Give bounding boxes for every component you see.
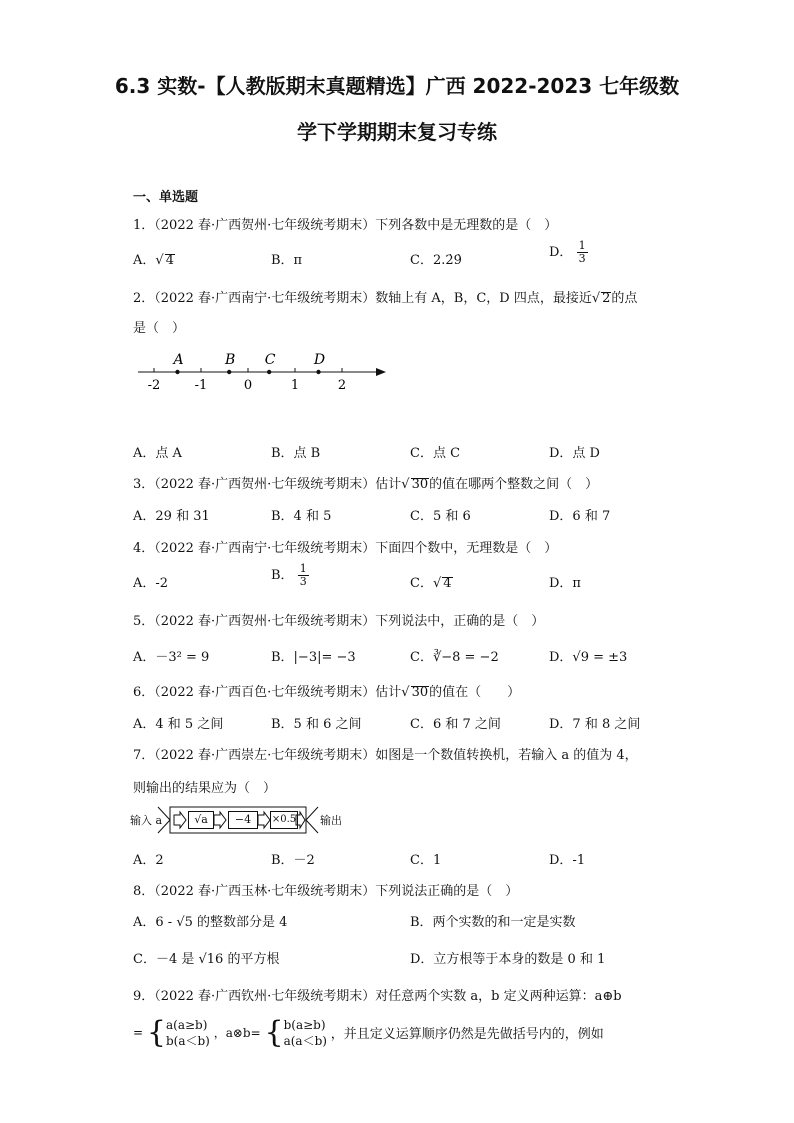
- page-title-line1: 6.3 实数-【人教版期末真题精选】广西 2022-2023 七年级数: [114, 74, 680, 98]
- axis-point-label: A: [173, 352, 184, 368]
- q4-option-a: A．-2: [133, 576, 169, 591]
- machine-step-sqrt: √a: [188, 811, 214, 829]
- q3-option-b: B．4 和 5: [271, 509, 332, 524]
- axis-point: [267, 370, 271, 374]
- axis-tick-label: -2: [147, 378, 161, 393]
- axis-tick-label: 0: [243, 378, 253, 393]
- q7-option-a: A．2: [133, 853, 164, 868]
- axis-point: [175, 370, 179, 374]
- q2-option-c: C．点 C: [410, 446, 461, 461]
- question-9-stem-line1: 9．（2022 春·广西钦州·七年级统考期末）对任意两个实数 a，b 定义两种运算：a⊕b: [133, 989, 622, 1004]
- q8-option-c: C．－4 是 √16 的平方根: [133, 952, 280, 967]
- question-2-stem-line2: 是（ ）: [133, 321, 186, 336]
- q6-option-a: A．4 和 5 之间: [133, 717, 224, 732]
- q3-option-a: A．29 和 31: [133, 509, 210, 524]
- machine-step-subtract: −4: [228, 811, 258, 829]
- axis-point-label: C: [264, 352, 276, 368]
- axis-point-label: D: [313, 352, 326, 368]
- question-2-stem-line1: 2．（2022 春·广西南宁·七年级统考期末）数轴上有 A，B，C，D 四点，最接近√ 2的点: [133, 291, 638, 306]
- q2-option-a: A．点 A: [133, 446, 182, 461]
- q8-option-b: B．两个实数的和一定是实数: [410, 915, 576, 930]
- question-7-stem-line1: 7．（2022 春·广西崇左·七年级统考期末）如图是一个数值转换机，若输入 a 的值为 4，: [133, 748, 638, 763]
- q7-option-b: B．－2: [271, 853, 315, 868]
- q6-option-c: C．6 和 7 之间: [410, 717, 501, 732]
- q1-option-c: C．2.2̇9̇: [410, 253, 462, 268]
- axis-tick-label: -1: [194, 378, 208, 393]
- q1-option-d: D． $\frac{1}{3}$: [549, 239, 586, 265]
- question-5-stem: 5．（2022 春·广西贺州·七年级统考期末）下列说法中，正确的是（ ）: [133, 614, 545, 629]
- question-7-stem-line2: 则输出的结果应为（ ）: [133, 781, 277, 796]
- question-4-stem: 4．（2022 春·广西南宁·七年级统考期末）下面四个数中，无理数是（ ）: [133, 541, 558, 556]
- q1-option-a: A．√ 4: [133, 253, 174, 268]
- q5-option-a: A．－3² = 9: [133, 650, 210, 665]
- question-1-stem: 1．（2022 春·广西贺州·七年级统考期末）下列各数中是无理数的是（ ）: [133, 218, 558, 233]
- axis-point: [227, 370, 231, 374]
- q2-option-d: D．点 D: [549, 446, 600, 461]
- question-9-definition: = { a(a≥b) b(a＜b) ，a⊗b= { b(a≥b) a(a＜b) ，并且定义运算顺序仍然是先做括号内的，例如: [133, 1015, 604, 1050]
- machine-output-label: 输出: [320, 814, 342, 827]
- conversion-machine-figure: [130, 805, 350, 835]
- machine-step-multiply: ×0.5: [270, 811, 298, 829]
- q5-option-b: B．|−3|= −3: [271, 650, 356, 665]
- axis-tick-label: 1: [290, 378, 300, 393]
- q8-option-d: D．立方根等于本身的数是 0 和 1: [410, 952, 606, 967]
- q1-option-b: B．π: [271, 253, 303, 268]
- q3-option-d: D．6 和 7: [549, 509, 611, 524]
- q4-option-b: B． $\frac{1}{3}$: [271, 562, 307, 588]
- q8-option-a: A．6 - √5 的整数部分是 4: [133, 915, 288, 930]
- q2-option-b: B．点 B: [271, 446, 321, 461]
- axis-point: [316, 370, 320, 374]
- q3-option-c: C．5 和 6: [410, 509, 471, 524]
- q7-option-d: D．-1: [549, 853, 586, 868]
- section-heading: 一、单选题: [133, 190, 199, 205]
- q6-option-b: B．5 和 6 之间: [271, 717, 362, 732]
- machine-input-label: 输入 a: [130, 814, 163, 827]
- q7-option-c: C．1: [410, 853, 442, 868]
- q4-option-c: C．√ 4: [410, 576, 452, 591]
- question-6-stem: 6．（2022 春·广西百色·七年级统考期末）估计√ 30的值在（ ）: [133, 685, 521, 700]
- q5-option-c: C．∛−8 = −2: [410, 650, 499, 665]
- page-title-line2: 学下学期期末复习专练: [297, 120, 497, 144]
- number-line-figure: [130, 345, 395, 395]
- q4-option-d: D．π: [549, 576, 581, 591]
- q6-option-d: D．7 和 8 之间: [549, 717, 641, 732]
- axis-tick-label: 2: [337, 378, 347, 393]
- axis-point-label: B: [225, 352, 236, 368]
- question-3-stem: 3．（2022 春·广西贺州·七年级统考期末）估计√ 30的值在哪两个整数之间（ ）: [133, 477, 599, 492]
- question-8-stem: 8．（2022 春·广西玉林·七年级统考期末）下列说法正确的是（ ）: [133, 884, 519, 899]
- q5-option-d: D．√9 = ±3: [549, 650, 628, 665]
